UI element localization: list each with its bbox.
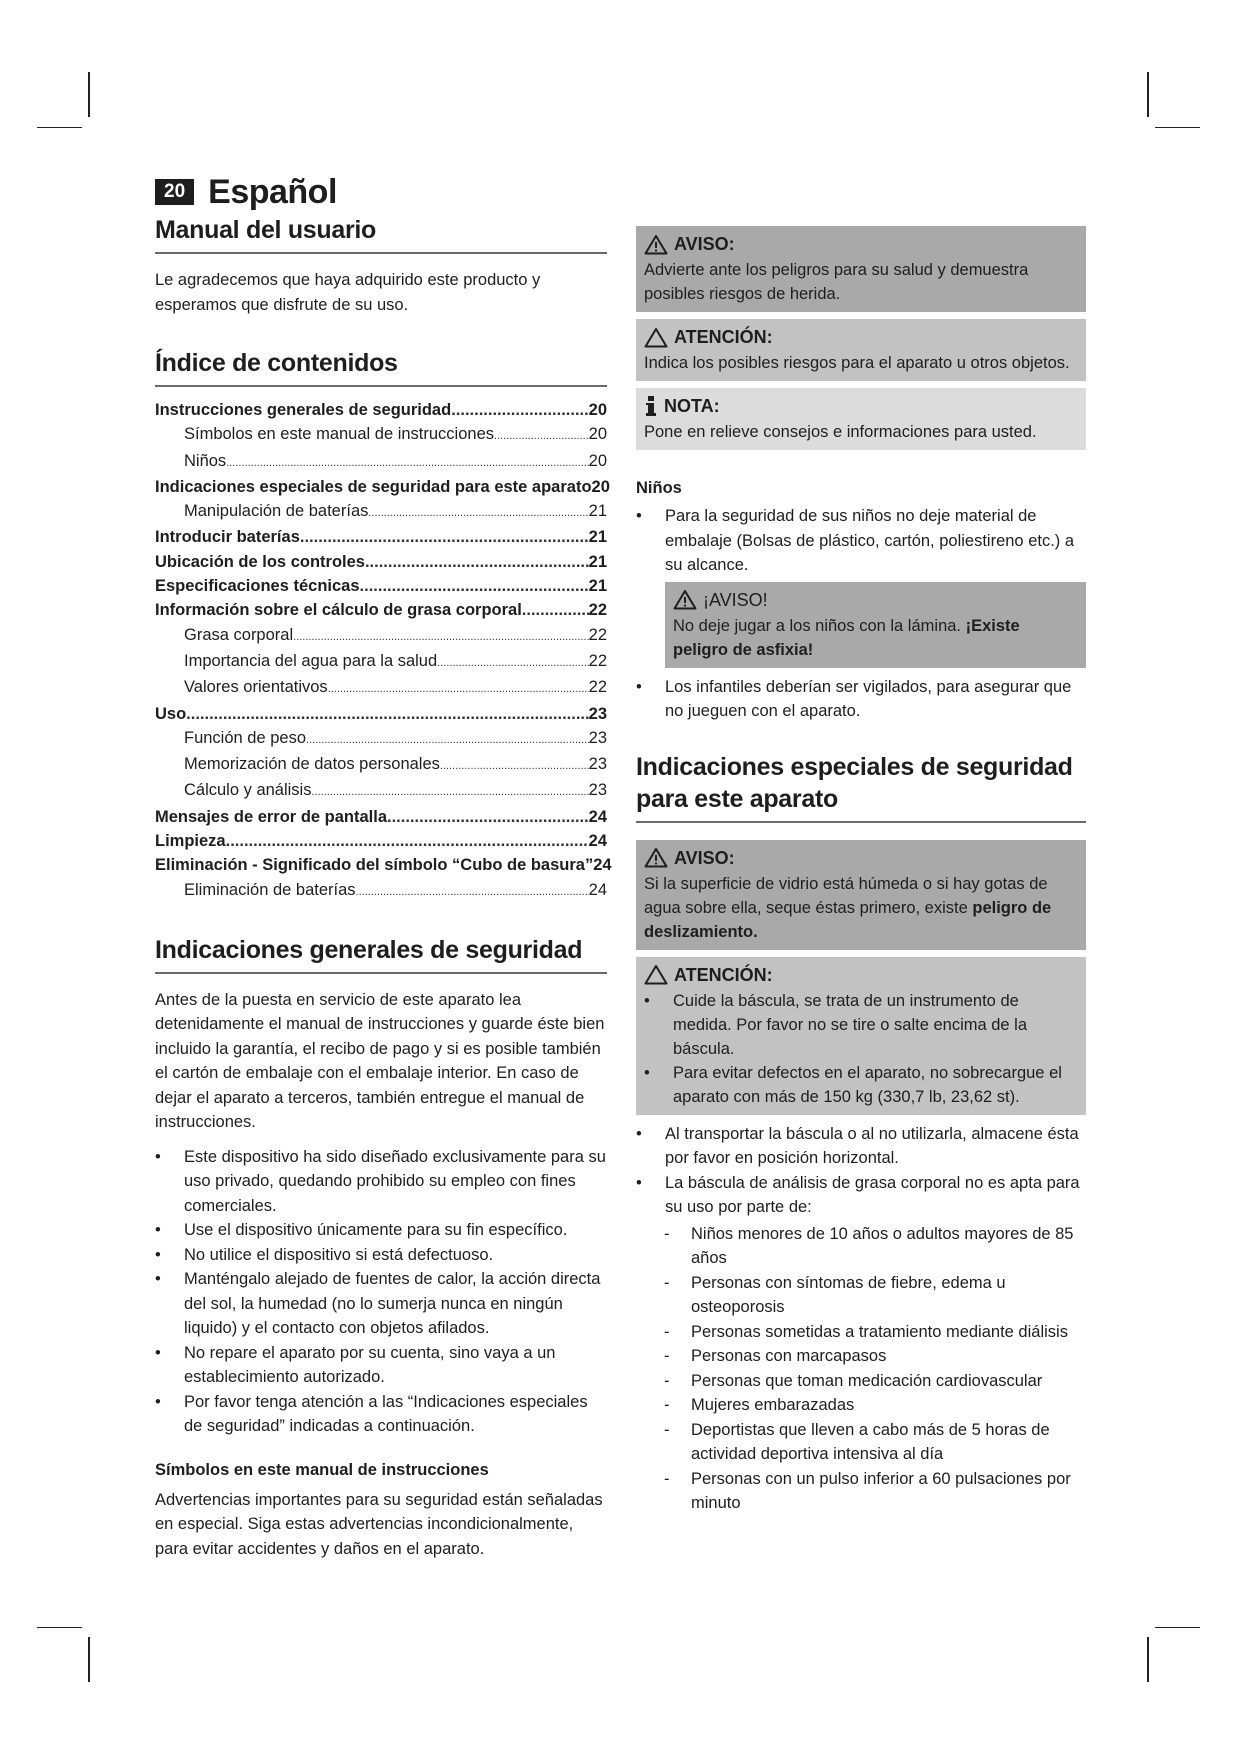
special-aviso-box: [636, 840, 1086, 950]
crop-mark: [88, 72, 90, 117]
nota-title: NOTA:: [664, 396, 720, 416]
info-icon: [644, 395, 658, 417]
list-item: • Al transportar la báscula o al no utilizarla, almacene ésta por favor en posición horizontal.: [636, 1124, 1079, 1167]
toc-item[interactable]: Eliminación - Significado del símbolo “Cubo de basura” 24: [155, 856, 612, 875]
list-item: • Por favor tenga atención a las “Indicaciones especiales de seguridad” indicadas a continuación.: [155, 1392, 588, 1436]
caution-triangle-icon: [644, 964, 668, 985]
toc-heading: Índice de contenidos: [155, 347, 607, 387]
list-item: • Este dispositivo ha sido diseñado exclusivamente para su uso privado, quedando prohibido su empleo con fines comerciales.: [155, 1147, 606, 1215]
general-safety-list: [155, 1145, 607, 1439]
special-safety-list: [636, 1122, 1086, 1220]
children-warning-text: No deje jugar a los niños con la lámina. ¡Existe peligro de asfixia!: [673, 616, 1020, 659]
atencion-symbol-box: [636, 319, 1086, 381]
children-list: [636, 504, 1086, 578]
crop-mark: [1155, 1627, 1200, 1628]
children-heading: Niños: [636, 479, 682, 497]
excluded-persons-list: [664, 1222, 1086, 1516]
caution-triangle-icon: [644, 327, 668, 348]
toc-item[interactable]: Función de peso ..... 23: [155, 726, 607, 752]
special-atencion-title: ATENCIÓN:: [674, 964, 773, 985]
list-item: • No repare el aparato por su cuenta, sino vaya a un establecimiento autorizado.: [155, 1343, 556, 1387]
list-item: - Personas con marcapasos: [664, 1347, 887, 1365]
toc-item[interactable]: Ubicación de los controles ..... 21: [155, 550, 607, 574]
warning-triangle-icon: [644, 234, 668, 255]
table-of-contents: [155, 398, 612, 904]
toc-item[interactable]: Grasa corporal ..... 22: [155, 623, 607, 649]
symbols-heading: Símbolos en este manual de instrucciones: [155, 1460, 489, 1479]
list-item: - Personas que toman medicación cardiovascular: [664, 1371, 1043, 1390]
left-column: [155, 172, 612, 1561]
toc-item[interactable]: Símbolos en este manual de instrucciones ..... 20: [155, 422, 607, 448]
aviso-text: Advierte ante los peligros para su salud y demuestra posibles riesgos de herida.: [644, 261, 1029, 303]
list-item: • Para evitar defectos en el aparato, no sobrecargue el aparato con más de 150 kg (330,7 lb, 23,62 st).: [644, 1063, 1062, 1106]
special-atencion-list: [644, 989, 1078, 1109]
toc-item[interactable]: Información sobre el cálculo de grasa corporal ..... 22: [155, 598, 607, 622]
toc-item[interactable]: Introducir baterías ..... 21: [155, 525, 607, 549]
nota-text: Pone en relieve consejos e informaciones para usted.: [644, 423, 1037, 441]
toc-item[interactable]: Instrucciones generales de seguridad ..... 20: [155, 398, 607, 422]
crop-mark: [1155, 127, 1200, 128]
special-atencion-box: [636, 957, 1086, 1115]
list-item: - Personas con un pulso inferior a 60 pulsaciones por minuto: [664, 1469, 1071, 1512]
crop-mark: [1147, 1637, 1149, 1682]
list-item: - Mujeres embarazadas: [664, 1396, 855, 1414]
page-number: 20: [155, 179, 194, 205]
crop-mark: [37, 1627, 82, 1628]
list-item: • Los infantiles deberían ser vigilados, para asegurar que no jueguen con el aparato.: [636, 677, 1072, 720]
crop-mark: [1147, 72, 1149, 117]
warning-triangle-icon: [673, 589, 697, 610]
general-safety-intro: Antes de la puesta en servicio de este aparato lea detenidamente el manual de instrucciones y guarde éste bien incluido la garantía, el recibo de pago y si es posible también el cartón de embalaje con el embalaje interior. En caso de dejar el aparato a terceros, también entregue el manual de instrucciones.: [155, 990, 605, 1132]
list-item: - Personas con síntomas de fiebre, edema u osteoporosis: [664, 1273, 1006, 1316]
aviso-title: AVISO:: [674, 234, 735, 254]
list-item: • La báscula de análisis de grasa corporal no es apta para su uso por parte de:: [636, 1173, 1080, 1216]
list-item: - Personas sometidas a tratamiento mediante diálisis: [664, 1322, 1068, 1341]
children-warning-box: [665, 582, 1086, 668]
toc-item[interactable]: Indicaciones especiales de seguridad para este aparato 20: [155, 477, 610, 496]
aviso-symbol-box: [636, 226, 1086, 312]
list-item: - Niños menores de 10 años o adultos mayores de 85 años: [664, 1224, 1074, 1267]
nota-symbol-box: [636, 388, 1086, 450]
list-item: - Deportistas que lleven a cabo más de 5 horas de actividad deportiva intensiva al día: [664, 1420, 1050, 1463]
atencion-title: ATENCIÓN:: [674, 327, 773, 347]
toc-item[interactable]: Memorización de datos personales ..... 23: [155, 752, 607, 778]
special-aviso-title: AVISO:: [674, 847, 735, 868]
general-safety-heading: Indicaciones generales de seguridad: [155, 934, 607, 974]
toc-item[interactable]: Manipulación de baterías ..... 21: [155, 499, 607, 525]
list-item: • Para la seguridad de sus niños no deje material de embalaje (Bolsas de plástico, cartón, poliestireno etc.) a su alcance.: [636, 507, 1075, 574]
list-item: • Use el dispositivo únicamente para su fin específico.: [155, 1221, 568, 1240]
children-warning-title: ¡AVISO!: [703, 589, 768, 610]
toc-item[interactable]: Eliminación de baterías ..... 24: [155, 878, 607, 904]
toc-item[interactable]: Niños ..... 20: [155, 449, 607, 475]
language-header: [155, 172, 607, 212]
toc-item[interactable]: Uso ..... 23: [155, 702, 607, 726]
crop-mark: [37, 127, 82, 128]
toc-item[interactable]: Importancia del agua para la salud ..... 22: [155, 649, 607, 675]
atencion-text: Indica los posibles riesgos para el aparato u otros objetos.: [644, 354, 1070, 372]
toc-item[interactable]: Limpieza ..... 24: [155, 829, 607, 853]
right-column: [636, 226, 1086, 1516]
special-safety-heading: Indicaciones especiales de seguridad para este aparato: [636, 751, 1086, 823]
list-item: • Manténgalo alejado de fuentes de calor, la acción directa del sol, la humedad (no lo sumerja nunca en ningún liquido) y el contacto con objetos afilados.: [155, 1270, 601, 1338]
toc-item[interactable]: Especificaciones técnicas ..... 21: [155, 574, 607, 598]
children-list-2: [636, 675, 1086, 724]
special-aviso-text: Si la superficie de vidrio está húmeda o si hay gotas de agua sobre ella, seque éstas primero, existe peligro de deslizamiento.: [644, 874, 1052, 941]
toc-item[interactable]: Valores orientativos ..... 22: [155, 675, 607, 701]
language-title: Español: [208, 173, 337, 211]
manual-title: Manual del usuario: [155, 214, 607, 254]
intro-text: Le agradecemos que haya adquirido este producto y esperamos que disfrute de su uso.: [155, 271, 541, 314]
symbols-text: Advertencias importantes para su seguridad están señaladas en especial. Siga estas advertencias incondicionalmente, para evitar accidentes y daños en el aparato.: [155, 1490, 603, 1558]
warning-triangle-icon: [644, 847, 668, 868]
toc-item[interactable]: Cálculo y análisis ..... 23: [155, 778, 607, 804]
list-item: • Cuide la báscula, se trata de un instrumento de medida. Por favor no se tire o salte encima de la báscula.: [644, 991, 1028, 1058]
crop-mark: [88, 1637, 90, 1682]
toc-item[interactable]: Mensajes de error de pantalla ..... 24: [155, 805, 607, 829]
list-item: • No utilice el dispositivo si está defectuoso.: [155, 1245, 494, 1264]
